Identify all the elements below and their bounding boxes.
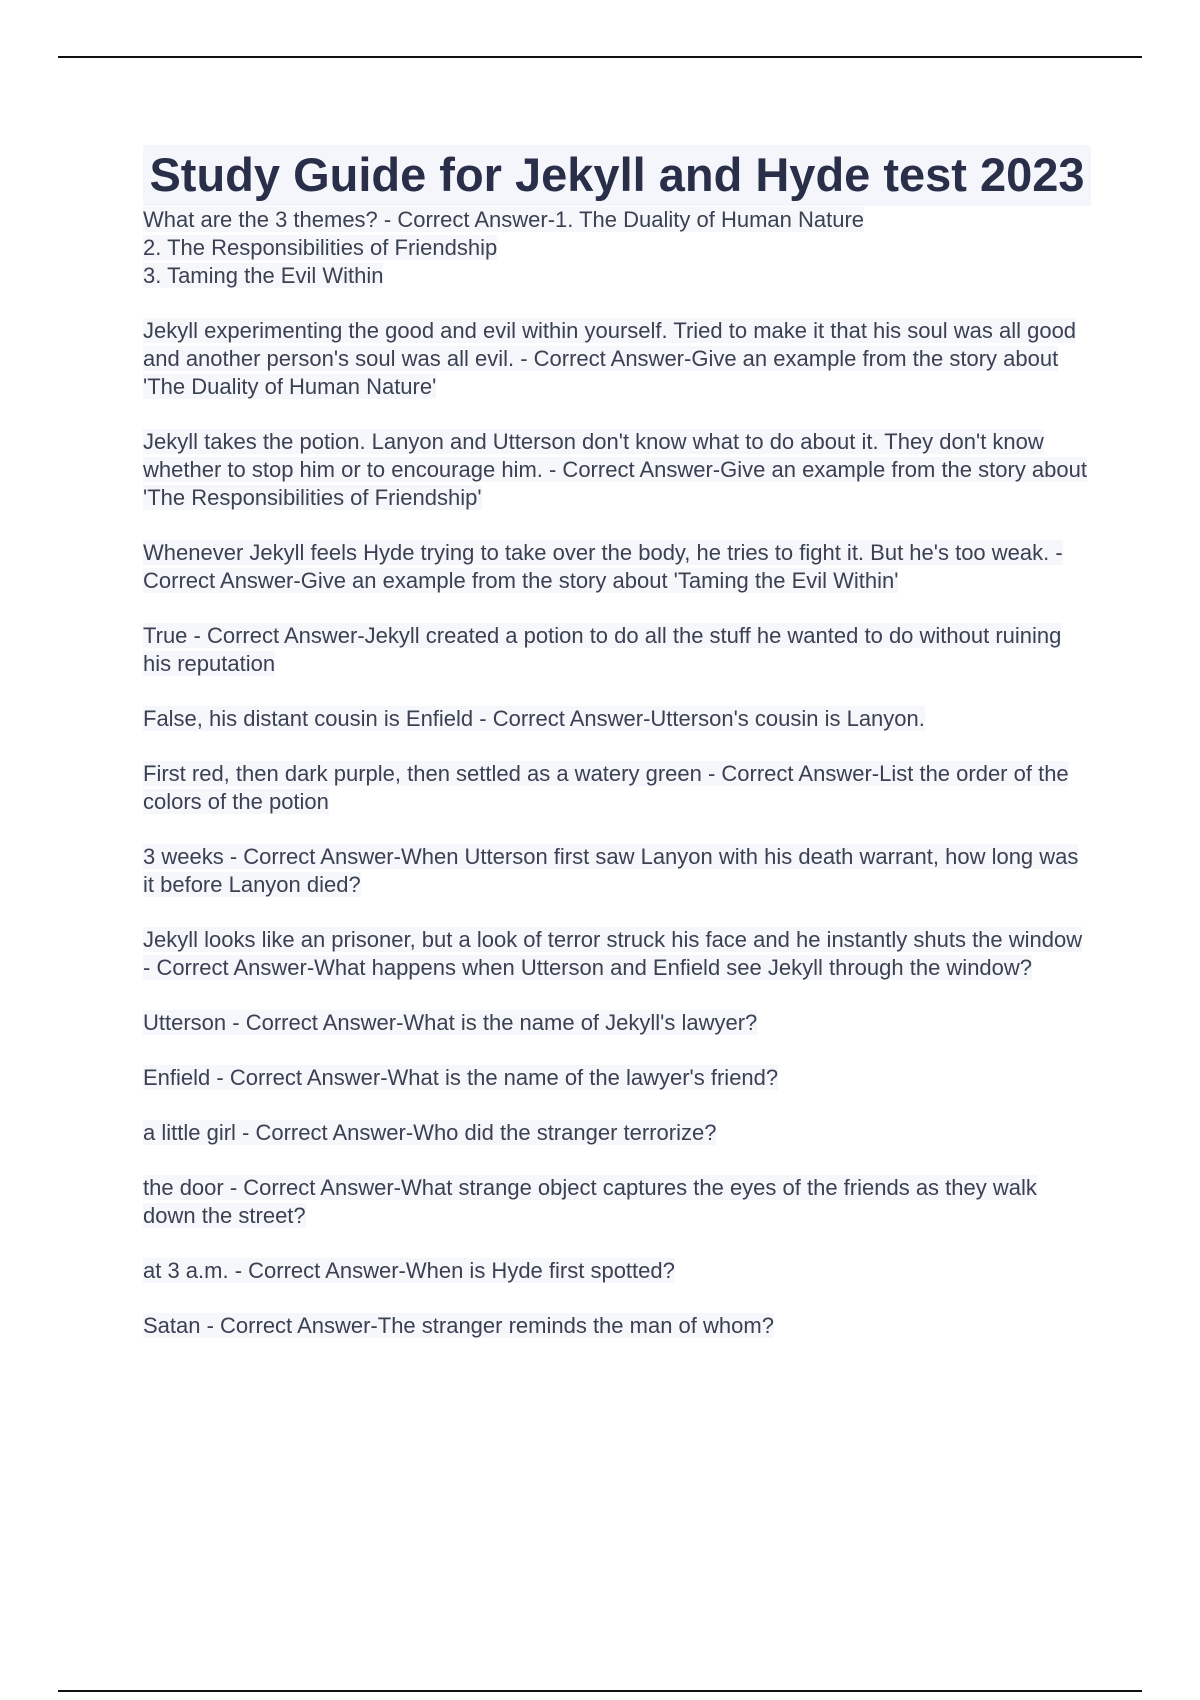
qa-text: at 3 a.m. - Correct Answer-When is Hyde first spotted? (143, 1258, 675, 1283)
qa-text: First red, then dark purple, then settled as a watery green - Correct Answer-List the order of the colors of the potion (143, 761, 1069, 814)
bottom-rule (58, 1690, 1142, 1692)
qa-item (143, 428, 1091, 512)
qa-item (143, 760, 1091, 816)
qa-item (143, 926, 1091, 982)
qa-list (143, 206, 1091, 1340)
qa-item (143, 317, 1091, 401)
qa-item (143, 705, 1091, 733)
qa-text: Jekyll looks like an prisoner, but a look of terror struck his face and he instantly shuts the window - Correct Answer-What happens when Utterson and Enfield see Jekyll through the window? (143, 927, 1083, 980)
qa-text: False, his distant cousin is Enfield - Correct Answer-Utterson's cousin is Lanyon. (143, 706, 925, 731)
document-title: Study Guide for Jekyll and Hyde test 2023 (149, 148, 1085, 201)
qa-text: Enfield - Correct Answer-What is the name of the lawyer's friend? (143, 1065, 779, 1090)
qa-item (143, 206, 1091, 290)
qa-item (143, 1257, 1091, 1285)
qa-item (143, 1312, 1091, 1340)
qa-text: Jekyll takes the potion. Lanyon and Utterson don't know what to do about it. They don't know whether to stop him or to encourage him. - Correct Answer-Give an example from the story about 'The Responsibilities of Friendship' (143, 429, 1087, 510)
qa-text: True - Correct Answer-Jekyll created a potion to do all the stuff he wanted to do without ruining his reputation (143, 623, 1062, 676)
document-body (143, 145, 1091, 1367)
qa-text: the door - Correct Answer-What strange object captures the eyes of the friends as they walk down the street? (143, 1175, 1037, 1228)
qa-item (143, 1119, 1091, 1147)
qa-item (143, 843, 1091, 899)
title-block (143, 145, 1091, 206)
qa-text: Whenever Jekyll feels Hyde trying to take over the body, he tries to fight it. But he's too weak. - Correct Answer-Give an example from the story about 'Taming the Evil Within' (143, 540, 1063, 593)
top-rule (58, 56, 1142, 58)
qa-item (143, 539, 1091, 595)
qa-item (143, 622, 1091, 678)
qa-text: What are the 3 themes? - Correct Answer-1. The Duality of Human Nature 2. The Responsibilities of Friendship 3. Taming the Evil Within (143, 207, 865, 288)
qa-item (143, 1064, 1091, 1092)
qa-item (143, 1009, 1091, 1037)
qa-text: 3 weeks - Correct Answer-When Utterson first saw Lanyon with his death warrant, how long was it before Lanyon died? (143, 844, 1079, 897)
qa-text: Utterson - Correct Answer-What is the name of Jekyll's lawyer? (143, 1010, 758, 1035)
qa-text: Satan - Correct Answer-The stranger reminds the man of whom? (143, 1313, 774, 1338)
qa-item (143, 1174, 1091, 1230)
qa-text: Jekyll experimenting the good and evil within yourself. Tried to make it that his soul was all good and another person's soul was all evil. - Correct Answer-Give an example from the story about 'The Duality of Human Nature' (143, 318, 1077, 399)
qa-text: a little girl - Correct Answer-Who did the stranger terrorize? (143, 1120, 717, 1145)
